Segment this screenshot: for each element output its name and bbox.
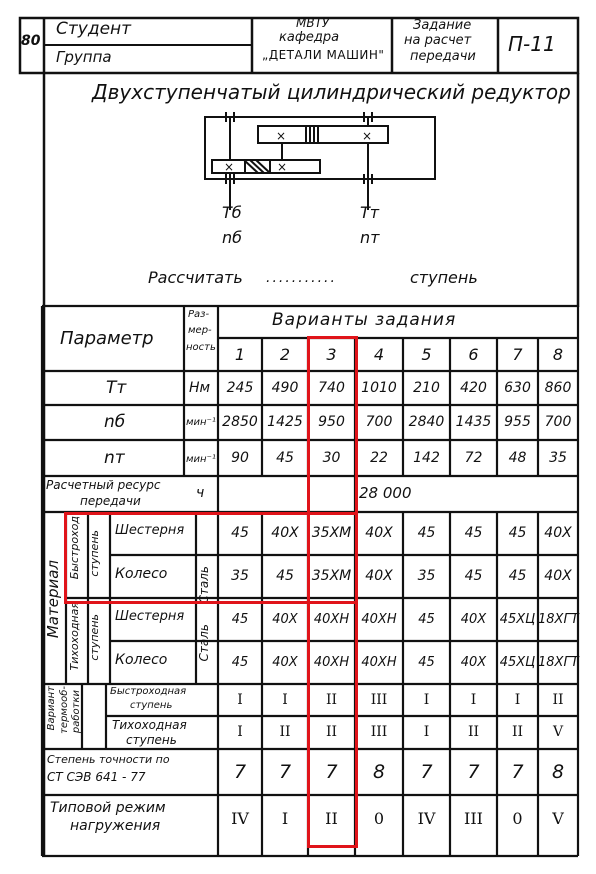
- load-value: III: [464, 809, 483, 828]
- heat-slow-value: I: [237, 724, 243, 740]
- variant-number: 2: [279, 345, 291, 364]
- slow-pinion-material: 45: [231, 612, 249, 627]
- resource-label-1: Расчетный ресурс: [46, 478, 161, 492]
- fast-stage-label-2: ступень: [88, 530, 101, 577]
- heat-group-label-1: Вариант: [46, 686, 57, 731]
- svg-text:×: ×: [362, 129, 373, 143]
- gearbox-diagram: [205, 112, 435, 210]
- slow-wheel-material: 40ХН: [361, 655, 397, 670]
- slow-pinion-material: 40Х: [272, 612, 298, 627]
- load-value: 0: [373, 809, 385, 828]
- accuracy-value: 8: [551, 761, 565, 783]
- slow-wheel-material: 40Х: [460, 655, 487, 670]
- load-label-2: нагружения: [70, 818, 161, 834]
- steel-label-slow: Сталь: [197, 624, 211, 662]
- variant-number: 1: [234, 345, 246, 364]
- nt-value: 48: [508, 450, 527, 466]
- row-label-tt: Тт: [106, 378, 127, 398]
- heat-fast-value: I: [470, 692, 477, 708]
- slow-pinion-material: 18ХГТ: [538, 612, 579, 627]
- fast-wheel-material: 40Х: [544, 568, 572, 584]
- accuracy-value: 7: [420, 761, 433, 783]
- nb-value: 700: [365, 414, 393, 430]
- fast-stage-label-1: Быстроход: [68, 516, 81, 580]
- slow-wheel-material: 18ХГТ: [538, 655, 579, 670]
- dept-line-2: кафедра: [279, 30, 340, 45]
- heat-fast-value: II: [552, 692, 564, 708]
- slow-pinion-material: 40Х: [460, 612, 487, 627]
- nt-value: 30: [322, 450, 341, 466]
- param-header: Параметр: [60, 328, 154, 349]
- nt-value: 22: [370, 450, 388, 466]
- slow-wheel-material: 45ХЦ: [499, 655, 536, 670]
- variant-number: 3: [326, 345, 337, 364]
- row-unit-nb: мин⁻¹: [186, 417, 216, 428]
- tt-value: 1010: [361, 380, 397, 396]
- heat-slow-value: I: [423, 724, 430, 740]
- student-label: Студент: [56, 19, 132, 39]
- sheet-number: 80: [21, 33, 41, 49]
- accuracy-value: 7: [278, 761, 292, 783]
- row-label-nt: nт: [104, 448, 125, 468]
- row-label-nb: nб: [104, 412, 126, 432]
- label-t-t: Тт: [360, 203, 380, 222]
- accuracy-label-1: Степень точности по: [47, 753, 170, 766]
- heat-slow-value: II: [467, 724, 480, 740]
- slow-stage-label-1: Тихоходная: [68, 602, 81, 671]
- accuracy-value: 7: [233, 761, 247, 783]
- slow-wheel-label: Колесо: [115, 652, 168, 668]
- calc-prefix: Рассчитать: [148, 268, 243, 287]
- heat-fast-value: I: [282, 692, 288, 708]
- accuracy-value: 8: [372, 761, 386, 783]
- tt-value: 630: [504, 380, 531, 396]
- heat-fast-value: I: [514, 692, 521, 708]
- slow-wheel-material: 45: [418, 655, 435, 670]
- heat-group-label-3: работки: [71, 690, 82, 734]
- fast-pinion-material: 35ХМ: [311, 525, 352, 541]
- svg-text:×: ×: [277, 160, 288, 174]
- resource-label-2: передачи: [80, 494, 141, 508]
- nb-value: 950: [318, 414, 345, 430]
- nt-value: 45: [276, 450, 294, 466]
- heat-fast-value: I: [423, 692, 430, 708]
- task-code: П-11: [508, 32, 556, 56]
- fast-wheel-label: Колесо: [115, 566, 168, 582]
- heat-fast-value: I: [237, 692, 243, 708]
- tt-value: 420: [460, 380, 487, 396]
- accuracy-value: 7: [467, 761, 480, 783]
- fast-pinion-label: Шестерня: [115, 523, 185, 538]
- nt-value: 142: [413, 450, 440, 466]
- slow-wheel-material: 40ХН: [313, 655, 350, 670]
- task-line-3: передачи: [410, 49, 476, 64]
- nb-value: 1435: [455, 414, 492, 430]
- tt-value: 740: [318, 380, 345, 396]
- fast-wheel-material: 35: [231, 568, 249, 584]
- variants-header: Варианты задания: [272, 310, 457, 330]
- slow-wheel-material: 45: [231, 655, 249, 670]
- fast-pinion-material: 45: [417, 525, 436, 541]
- unit-header-2: мер-: [188, 325, 212, 336]
- fast-wheel-material: 45: [464, 568, 483, 584]
- load-value: V: [552, 809, 564, 828]
- load-label-1: Типовой режим: [50, 800, 166, 816]
- heat-slow-value: II: [279, 724, 291, 740]
- nb-value: 955: [504, 414, 531, 430]
- slow-pinion-material: 45ХЦ: [499, 612, 536, 627]
- unit-header-1: Раз-: [188, 309, 210, 320]
- nt-value: 90: [231, 450, 249, 466]
- heat-slow-value: III: [370, 724, 388, 740]
- load-value: IV: [231, 809, 249, 828]
- fast-pinion-material: 45: [508, 525, 527, 541]
- nt-value: 35: [549, 450, 567, 466]
- slow-pinion-label: Шестерня: [115, 609, 185, 624]
- dept-line-1: МВТУ: [296, 16, 330, 30]
- calc-dots: ...........: [266, 270, 337, 286]
- nb-value: 1425: [267, 414, 303, 430]
- fast-pinion-material: 45: [231, 525, 249, 541]
- heat-fast-value: III: [370, 692, 388, 708]
- heat-slow-label-1: Тихоходная: [112, 718, 187, 732]
- tt-value: 490: [271, 380, 299, 396]
- task-line-2: на расчет: [404, 33, 472, 48]
- heat-fast-label-1: Быстроходная: [110, 686, 187, 697]
- nb-value: 2850: [222, 414, 258, 430]
- label-n-t: nт: [360, 228, 380, 247]
- resource-value: 28 000: [359, 484, 412, 502]
- heat-slow-label-2: ступень: [126, 733, 177, 747]
- tt-value: 210: [413, 380, 440, 396]
- row-unit-nt: мин⁻¹: [186, 454, 216, 465]
- svg-text:×: ×: [276, 129, 287, 143]
- resource-unit: ч: [196, 485, 205, 501]
- svg-text:×: ×: [224, 160, 235, 174]
- heat-slow-value: II: [325, 724, 338, 740]
- fast-pinion-material: 40Х: [365, 525, 393, 541]
- nb-value: 700: [544, 414, 572, 430]
- group-label: Группа: [56, 48, 112, 66]
- fast-pinion-material: 40Х: [544, 525, 572, 541]
- load-value: I: [281, 809, 289, 828]
- material-group-label: Материал: [44, 560, 62, 639]
- dept-line-3: „ДЕТАЛИ МАШИН": [262, 48, 385, 62]
- page-title: Двухступенчатый цилиндрический редуктор: [92, 80, 571, 104]
- fast-wheel-material: 45: [508, 568, 527, 584]
- fast-wheel-material: 35ХМ: [311, 568, 352, 584]
- variant-number: 5: [421, 345, 432, 364]
- tt-value: 245: [226, 380, 254, 396]
- label-t-b: Тб: [222, 203, 242, 222]
- accuracy-value: 7: [325, 761, 338, 783]
- fast-wheel-material: 40Х: [365, 568, 393, 584]
- slow-stage-label-2: ступень: [88, 614, 101, 661]
- heat-group-label-2: термооб-: [59, 686, 70, 734]
- unit-header-3: ность: [186, 342, 216, 353]
- slow-pinion-material: 45: [418, 612, 435, 627]
- steel-label-fast: Сталь: [197, 566, 211, 604]
- heat-fast-label-2: ступень: [130, 700, 173, 711]
- fast-pinion-material: 45: [464, 525, 483, 541]
- variant-number: 8: [552, 345, 564, 364]
- slow-wheel-material: 40Х: [272, 655, 298, 670]
- nb-value: 2840: [408, 414, 445, 430]
- tt-value: 860: [544, 380, 572, 396]
- heat-fast-value: II: [325, 692, 338, 708]
- slow-pinion-material: 40ХН: [361, 612, 397, 627]
- variant-number: 7: [512, 345, 523, 364]
- fast-pinion-material: 40Х: [271, 525, 299, 541]
- fast-wheel-material: 45: [276, 568, 294, 584]
- load-value: 0: [512, 809, 523, 828]
- heat-slow-value: V: [552, 724, 564, 740]
- calc-suffix: ступень: [410, 268, 478, 287]
- nt-value: 72: [464, 450, 483, 466]
- variant-number: 4: [373, 345, 385, 364]
- row-unit-tt: Нм: [189, 380, 211, 396]
- load-value: IV: [417, 809, 436, 828]
- slow-pinion-material: 40ХН: [313, 612, 350, 627]
- heat-slow-value: II: [511, 724, 524, 740]
- accuracy-value: 7: [511, 761, 524, 783]
- variant-number: 6: [468, 345, 479, 364]
- label-n-b: nб: [222, 228, 243, 247]
- accuracy-label-2: СТ СЭВ 641 - 77: [47, 770, 146, 784]
- fast-wheel-material: 35: [417, 568, 436, 584]
- task-line-1: Задание: [413, 18, 472, 33]
- load-value: II: [325, 809, 338, 828]
